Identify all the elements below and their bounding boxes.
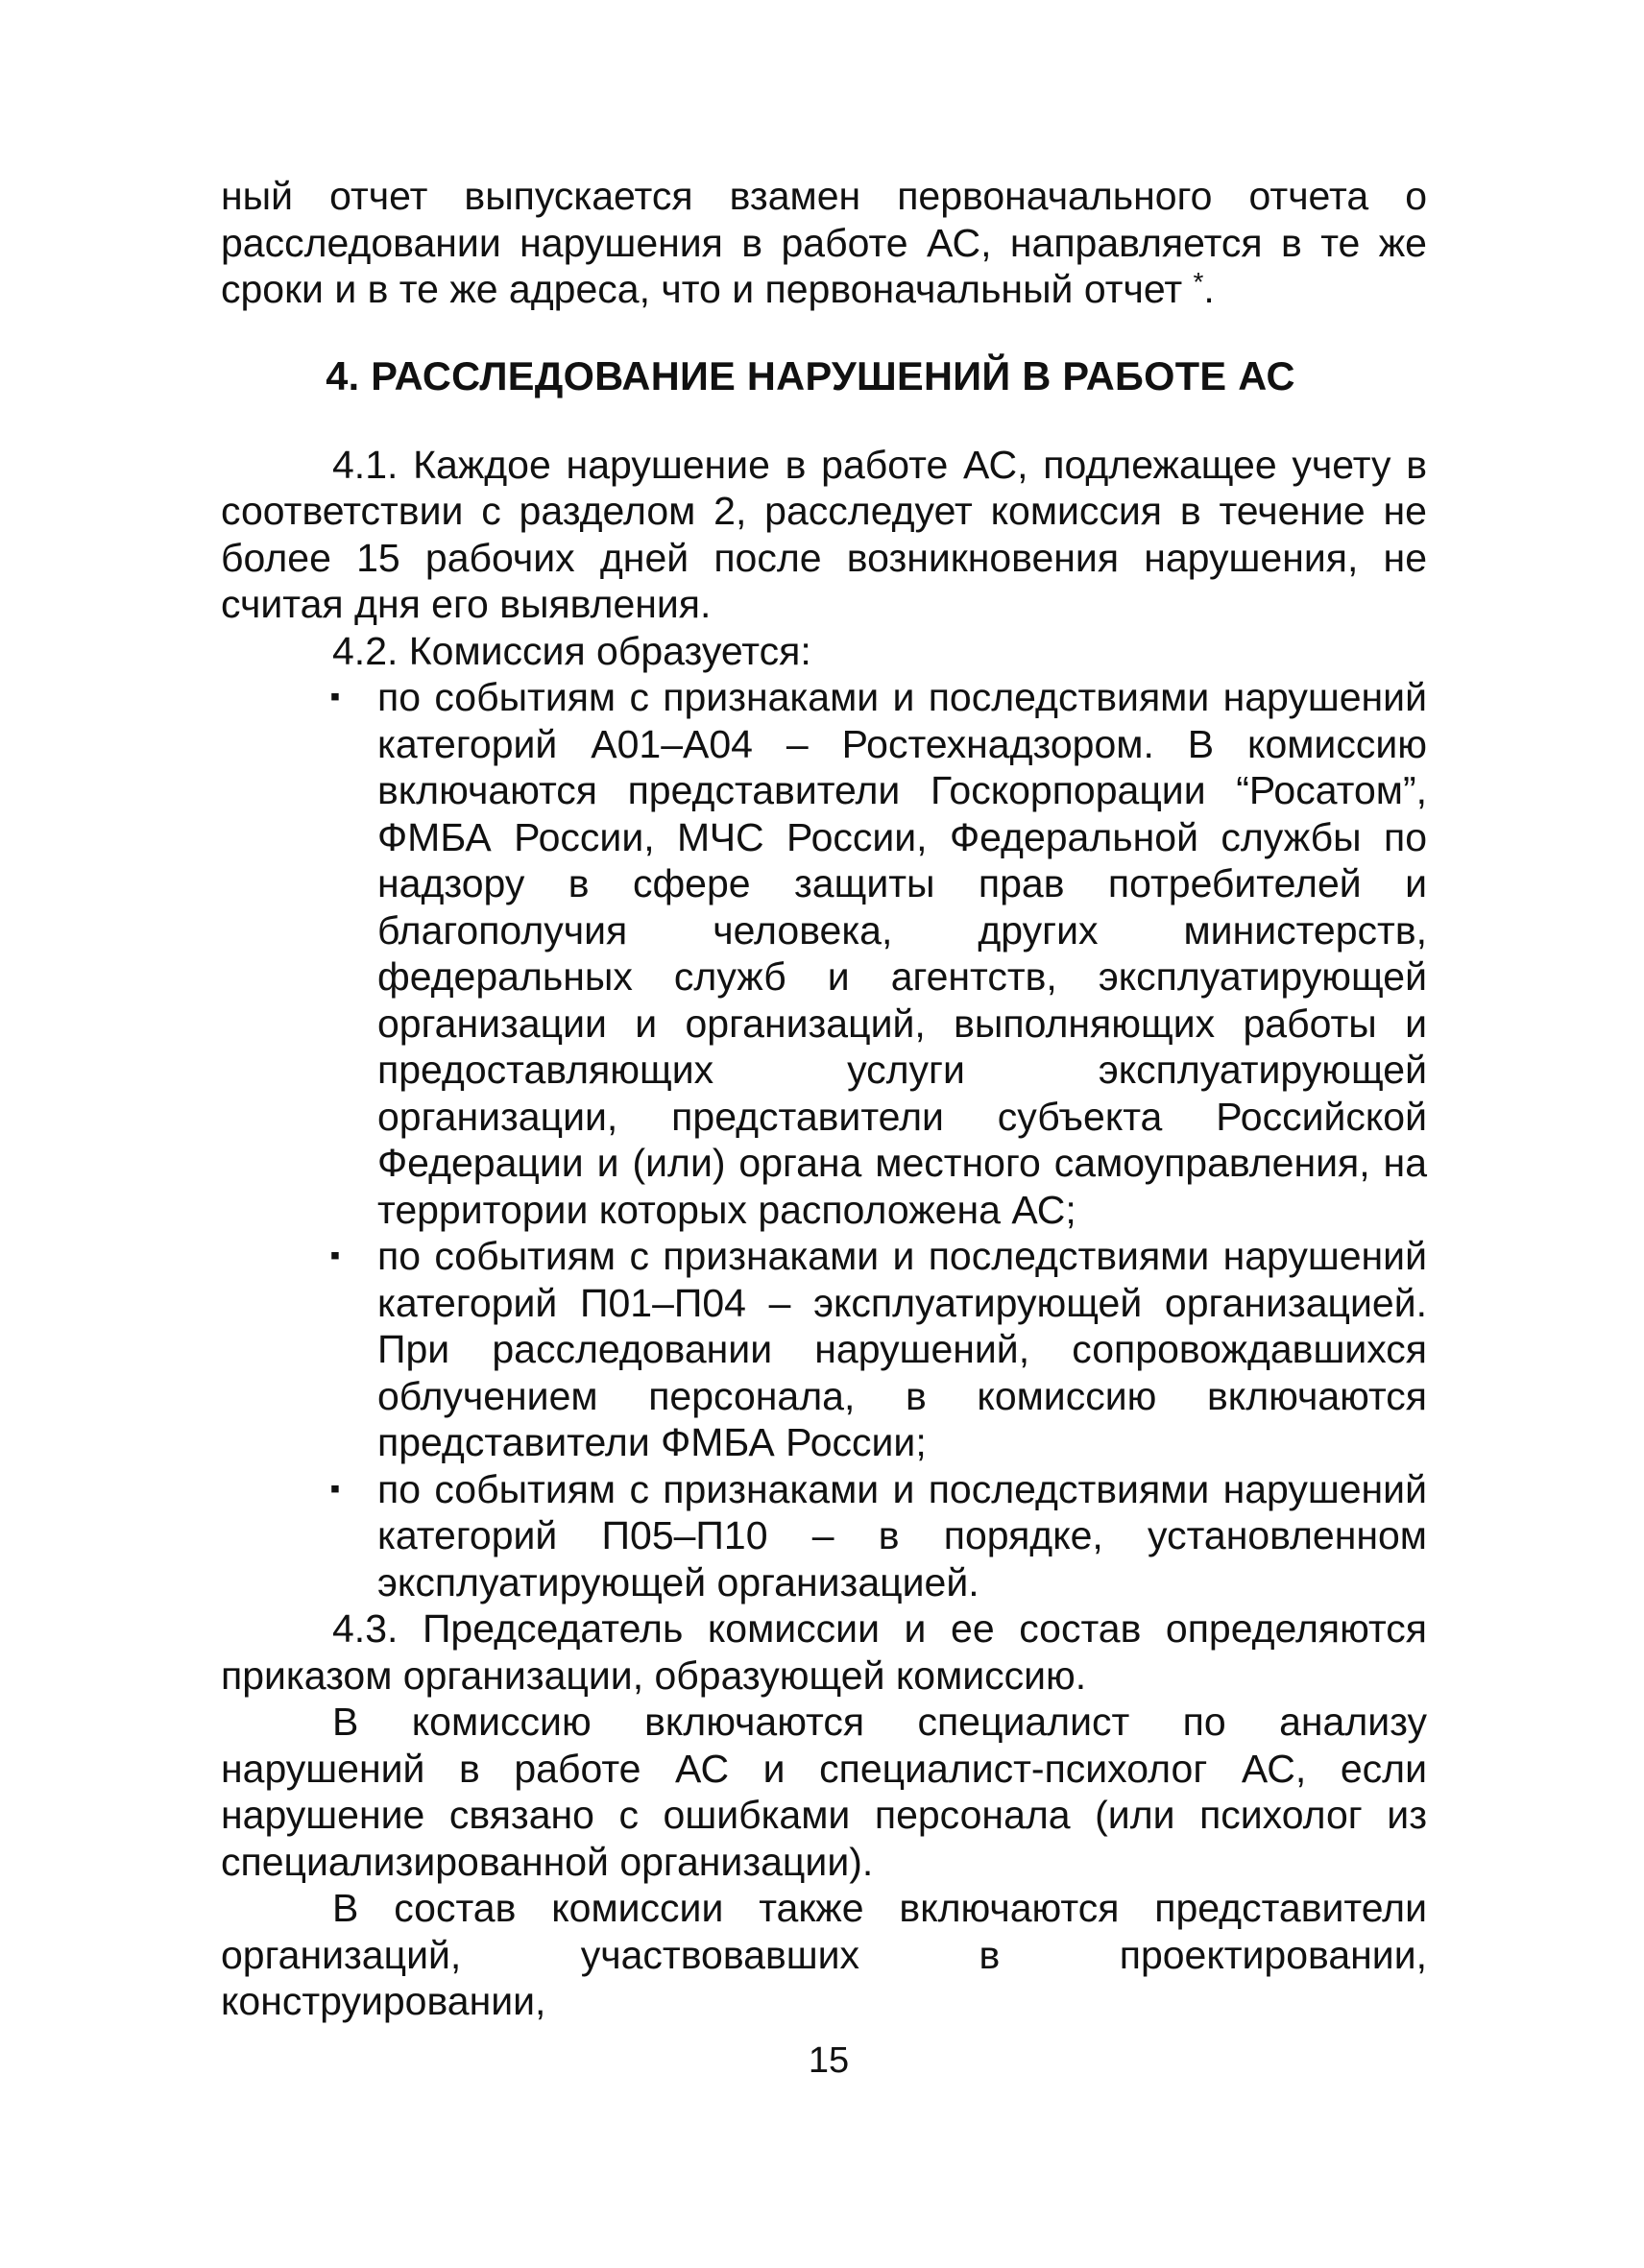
- bullet-icon: ▪: [329, 1472, 341, 1505]
- intro-paragraph-text: ный отчет выпускается взамен первоначального отчета о расследовании нарушения в работе АС, направляется в те же сроки и в те же адреса, что и первоначальный отчет: [221, 174, 1427, 311]
- bullet-icon: ▪: [329, 681, 341, 712]
- list-item-text: по событиям с признаками и последствиями нарушений категорий А01–А04 – Ростехнадзором. В комиссию включаются представители Госкорпорации “Росатом”, ФМБА России, МЧС России, Федеральной службы по надзору в сфере защиты прав потребителей и благополучия человека, других министерств, федеральных служб и агентств, эксплуатирующей организации и организаций, выполняющих работы и предоставляющих услуги эксплуатирующей организации, представители субъекта Российской Федерации и (или) органа местного самоуправления, на территории которых расположена АС;: [377, 675, 1427, 1232]
- list-item: [221, 674, 1427, 1233]
- list-item: [221, 1466, 1427, 1606]
- bullet-icon: ▪: [329, 1240, 341, 1271]
- paragraph-4-1: 4.1. Каждое нарушение в работе АС, подлежащее учету в соответствии с разделом 2, расследует комиссия в течение не более 15 рабочих дней после возникновения нарушения, не считая дня его выявления.: [221, 442, 1427, 626]
- paragraph-4-3: 4.3. Председатель комиссии и ее состав определяются приказом организации, образующей комиссию.: [221, 1606, 1427, 1698]
- intro-paragraph-tail: .: [1203, 267, 1215, 311]
- list-item-text: по событиям с признаками и последствиями нарушений категорий П01–П04 – эксплуатирующей организацией. При расследовании нарушений, сопровождавшихся облучением персонала, в комиссию включаются представители ФМБА России;: [377, 1234, 1427, 1464]
- list-item: [221, 1233, 1427, 1466]
- intro-paragraph: [221, 173, 1427, 313]
- document-page: [221, 173, 1427, 2025]
- paragraph-4-2: 4.2. Комиссия образуется:: [332, 628, 811, 673]
- section-heading: 4. РАССЛЕДОВАНИЕ НАРУШЕНИЙ В РАБОТЕ АС: [326, 352, 1295, 398]
- paragraph-specialists: В комиссию включаются специалист по анализу нарушений в работе АС и специалист-психолог АС, если нарушение связано с ошибками персонала (или психолог из специализированной организации).: [221, 1700, 1427, 1884]
- page-number: 15: [808, 2040, 850, 2081]
- list-item-text: по событиям с признаками и последствиями нарушений категорий П05–П10 – в порядке, установленном эксплуатирующей организацией.: [377, 1466, 1427, 1604]
- footnote-mark: *: [1193, 267, 1204, 297]
- paragraph-organizations: В состав комиссии также включаются представители организаций, участвовавших в проектировании, конструировании,: [221, 1886, 1427, 2023]
- commission-list: [221, 674, 1427, 1605]
